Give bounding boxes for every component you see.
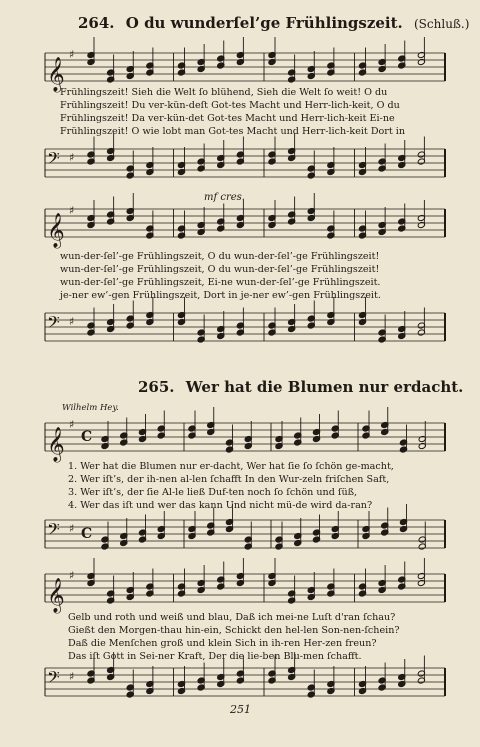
- hymn-265-name: Wer hat die Blumen nur erdacht.: [185, 378, 464, 396]
- hymn-265-number: 265.: [138, 378, 175, 396]
- hymn-264-name: O du wunderſel’ge Frühlingszeit.: [125, 14, 403, 32]
- composer-name: Wilhelm Hey.: [62, 403, 119, 413]
- hymn-264-number: 264.: [78, 14, 115, 32]
- hymn-264-lyrics-a: [60, 86, 405, 138]
- treble-staff-265-b: [45, 569, 445, 613]
- sharp-icon: ♯: [69, 522, 75, 535]
- treble-clef-icon: 𝄞: [47, 578, 65, 613]
- common-time-icon: C: [81, 429, 93, 445]
- sharp-icon: ♯: [69, 670, 75, 683]
- treble-clef-icon: 𝄞: [47, 57, 65, 92]
- lyric-line: 3. Wer iſt’s, der ſie Al-le ließ Duf-ten noch ſo ſchön und ſüß,: [68, 487, 358, 498]
- bass-staff-264-b: [45, 310, 445, 344]
- lyric-line: 4. Wer das iſt und wer das kann Und nicht mü-de wird da-ran?: [68, 500, 373, 511]
- lyric-line: Frühlingszeit! O wie lobt man Got-tes Macht und Herr-lich-keit Dort in: [60, 126, 406, 137]
- lyric-line: Frühlingszeit! Du ver-kün-deſt Got-tes Macht und Herr-lich-keit, O du: [60, 100, 400, 111]
- lyric-line: 2. Wer iſt’s, der ih-nen al-len ſchafft In den Wur-zeln friſchen Saft,: [68, 474, 390, 485]
- sharp-icon: ♯: [69, 151, 75, 164]
- lyric-line: Gelb und roth und weiß und blau, Daß ich mei-ne Luſt d'ran ſchau?: [68, 612, 396, 623]
- treble-staff-264-a: [45, 48, 445, 92]
- hymn-264-note: (Schluß.): [414, 17, 470, 31]
- lyric-line: Gießt den Morgen-thau hin-ein, Schickt den hel-len Son-nen-ſchein?: [68, 625, 400, 636]
- bass-clef-icon: 𝄢: [47, 312, 60, 336]
- lyric-line: Frühlingszeit! Da ver-kün-det Got-tes Macht und Herr-lich-keit Ei-ne: [60, 113, 395, 124]
- lyric-line: Daß die Menſchen groß und klein Sich in ih-ren Her-zen freun?: [68, 638, 377, 649]
- hymn-265-title: [138, 378, 463, 396]
- sharp-icon: ♯: [69, 48, 75, 61]
- sharp-icon: ♯: [69, 569, 75, 582]
- lyric-line: je-ner ew’-gen Frühlingszeit, Dort in je-ner ew’-gen Frühlingszeit.: [60, 290, 381, 301]
- treble-staff-264-b: [45, 204, 445, 248]
- lyric-line: wun-der-ſel’-ge Frühlingszeit, O du wun-der-ſel’-ge Frühlingszeit!: [60, 251, 380, 262]
- hymn-265-lyrics-a: [68, 460, 394, 512]
- treble-clef-icon: 𝄞: [47, 427, 65, 462]
- bass-clef-icon: 𝄢: [47, 148, 60, 172]
- lyric-line: Frühlingszeit! Sieh die Welt ſo blühend, Sieh die Welt ſo weit! O du: [60, 87, 388, 98]
- lyric-line: Das iſt Gott in Sei-ner Kraft, Der die lie-ben Blu-men ſchafft.: [68, 651, 362, 662]
- lyric-line: wun-der-ſel’-ge Frühlingszeit, Ei-ne wun-der-ſel’-ge Frühlingszeit.: [60, 277, 381, 288]
- hymn-265-lyrics-b: [68, 611, 400, 663]
- hymn-264-lyrics-b: [60, 250, 381, 302]
- treble-staff-265-a: [45, 418, 445, 462]
- dynamic-marking: mf cres.: [204, 192, 245, 203]
- bass-clef-icon: 𝄢: [47, 667, 60, 691]
- lyric-line: 1. Wer hat die Blumen nur er-dacht, Wer hat ſie ſo ſchön ge-macht,: [68, 461, 394, 472]
- page-number: 251: [230, 703, 251, 716]
- treble-clef-icon: 𝄞: [47, 213, 65, 248]
- bass-clef-icon: 𝄢: [47, 519, 60, 543]
- sharp-icon: ♯: [69, 418, 75, 431]
- lyric-line: wun-der-ſel’-ge Frühlingszeit, O du wun-der-ſel’-ge Frühlingszeit!: [60, 264, 380, 275]
- sharp-icon: ♯: [69, 204, 75, 217]
- hymn-264-title: [78, 14, 469, 32]
- bass-staff-265-a: [45, 517, 445, 551]
- bass-staff-264-a: [45, 146, 445, 180]
- bass-staff-265-b: [45, 665, 445, 699]
- common-time-icon: C: [81, 526, 93, 542]
- sharp-icon: ♯: [69, 315, 75, 328]
